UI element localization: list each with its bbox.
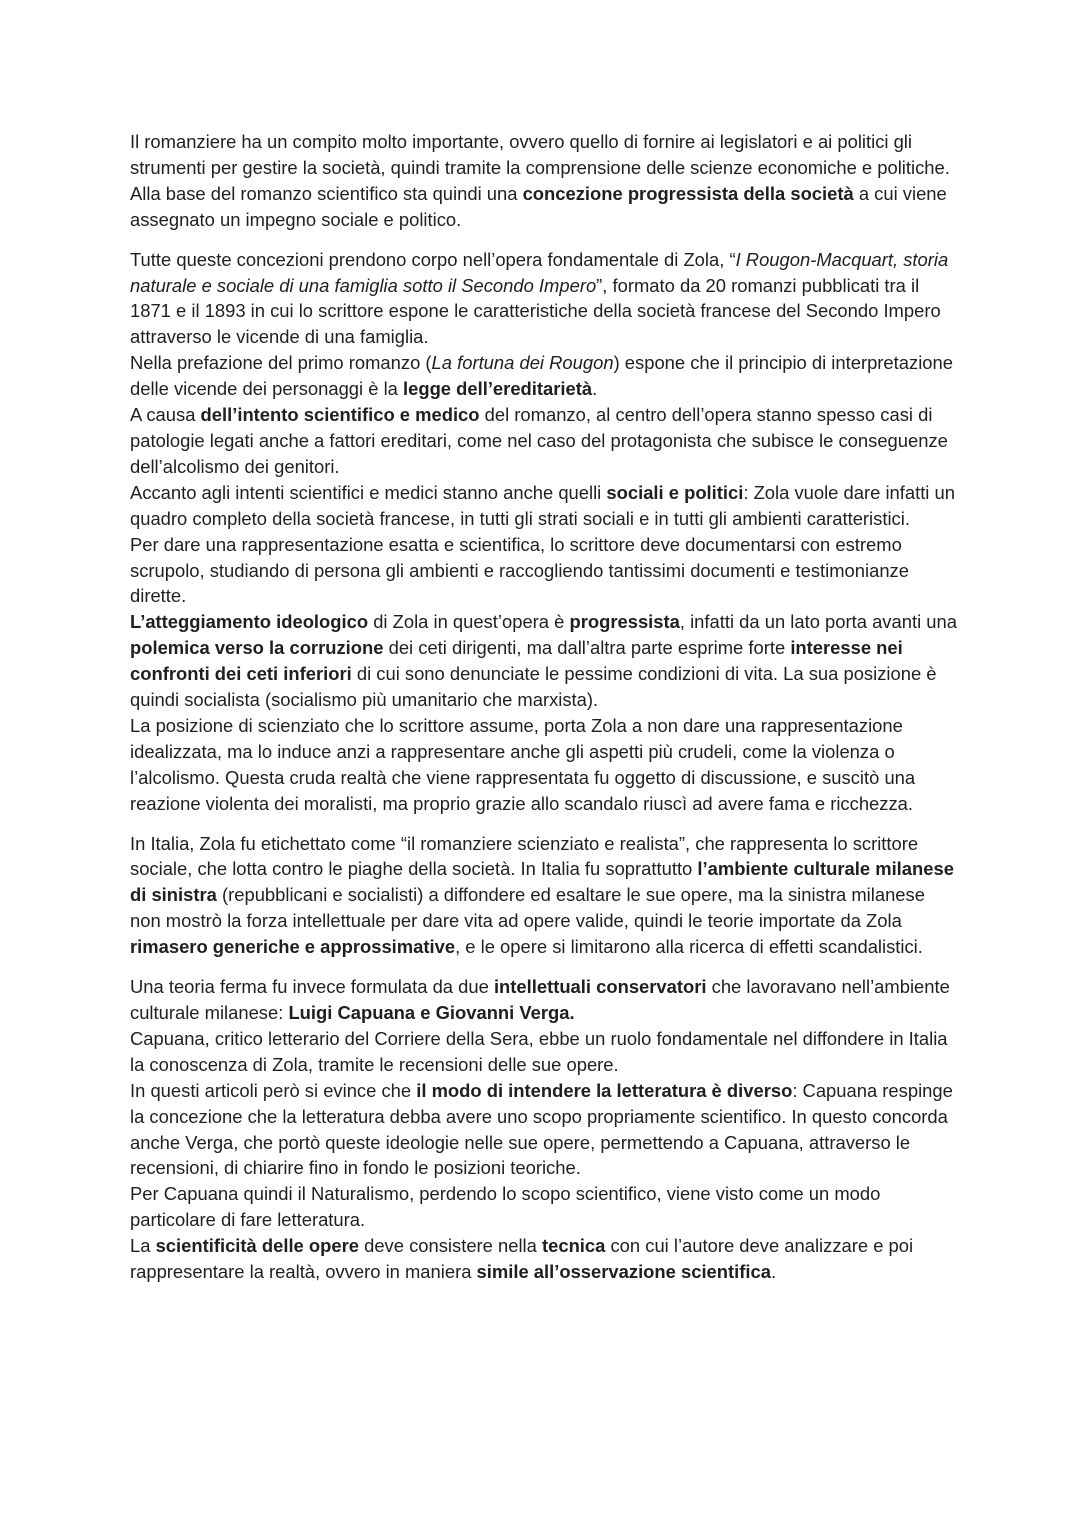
document-body xyxy=(130,129,960,1285)
text-run: : Capuana respinge la concezione che la letteratura debba avere uno scopo propriamente scientifico. In questo concorda anche Verga, che portò queste ideologie nelle sue opere, permettendo a Capuana, attraverso le recensioni, di chiarire fino in fondo le posizioni teoriche. xyxy=(130,1079,953,1179)
bold-text: l’ambiente culturale milanese di sinistra xyxy=(130,858,954,906)
paragraph xyxy=(130,974,960,1026)
text-run: La xyxy=(130,1235,156,1257)
paragraph xyxy=(130,350,960,402)
italic-text: La fortuna dei Rougon xyxy=(431,352,614,374)
text-run: dei ceti dirigenti, ma dall’altra parte esprime forte xyxy=(383,637,791,659)
text-run: Una teoria ferma fu invece formulata da due xyxy=(130,976,494,998)
text-run: : Zola vuole dare infatti un quadro completo della società francese, in tutti gli strati sociali e in tutti gli ambienti caratteristici. xyxy=(130,481,955,529)
bold-text: legge dell’ereditarietà xyxy=(403,378,593,400)
bold-text: concezione progressista della società xyxy=(522,182,854,204)
text-run: Per Capuana quindi il Naturalismo, perdendo lo scopo scientifico, viene visto come un modo particolare di fare letteratura. xyxy=(130,1183,881,1231)
text-run: . xyxy=(770,1261,777,1283)
bold-text: interesse nei confronti dei ceti inferiori xyxy=(130,637,903,685)
paragraph xyxy=(130,1078,960,1182)
paragraph xyxy=(130,480,960,532)
text-run: di cui sono denunciate le pessime condizioni di vita. La sua posizione è quindi socialista (socialismo più umanitario che marxista). xyxy=(130,663,937,711)
text-run: A causa xyxy=(130,404,201,426)
text-run: Capuana, critico letterario del Corriere della Sera, ebbe un ruolo fondamentale nel diffondere in Italia la conoscenza di Zola, tramite le recensioni delle sue opere. xyxy=(130,1027,948,1075)
paragraph xyxy=(130,247,960,351)
bold-text: Luigi Capuana e Giovanni Verga. xyxy=(288,1002,575,1023)
bold-text: scientificità delle opere xyxy=(155,1235,359,1257)
bold-text: simile all’osservazione scientifica xyxy=(476,1261,771,1283)
text-run: Per dare una rappresentazione esatta e scientifica, lo scrittore deve documentarsi con estremo scrupolo, studiando di persona gli ambienti e raccogliendo tantissimi documenti e testimonianze dirette. xyxy=(130,533,909,607)
bold-text: tecnica xyxy=(541,1235,606,1257)
text-run: La posizione di scienziato che lo scrittore assume, porta Zola a non dare una rappresentazione idealizzata, ma lo induce anzi a rappresentare anche gli aspetti più crudeli, come la violenza o l’alcolismo. Questa cruda realtà che viene rappresentata fu oggetto di discussione, e suscitò una reazione violenta dei moralisti, ma proprio grazie allo scandalo riuscì ad avere fama e ricchezza. xyxy=(130,714,916,814)
paragraph xyxy=(130,1181,960,1233)
bold-text: polemica verso la corruzione xyxy=(130,637,384,659)
text-run: a cui viene assegnato un impegno sociale e politico. xyxy=(130,182,947,230)
bold-text: dell’intento scientifico e medico xyxy=(200,404,480,426)
text-run: , infatti da un lato porta avanti una xyxy=(679,611,957,633)
text-run: Accanto agli intenti scientifici e medici stanno anche quelli xyxy=(130,481,607,503)
paragraph xyxy=(130,1233,960,1285)
text-run: con cui l’autore deve analizzare e poi rappresentare la realtà, ovvero in maniera xyxy=(130,1235,914,1283)
paragraph xyxy=(130,609,960,713)
text-run: Il romanziere ha un compito molto importante, ovvero quello di fornire ai legislatori e ai politici gli strumenti per gestire la società, quindi tramite la comprensione delle scienze economiche e politiche. Alla base del romanzo scientifico sta quindi una xyxy=(130,131,950,204)
text-run: ”, formato da 20 romanzi pubblicati tra il 1871 e il 1893 in cui lo scrittore espone le caratteristiche della società francese del Secondo Impero attraverso le vicende di una famiglia. xyxy=(130,274,941,348)
italic-text: I Rougon-Macquart, storia naturale e sociale di una famiglia sotto il Secondo Impero xyxy=(130,248,949,296)
bold-text: L’atteggiamento ideologico xyxy=(130,611,369,633)
text-run: di Zola in quest’opera è xyxy=(368,611,570,633)
paragraph xyxy=(130,402,960,480)
text-run: . xyxy=(592,378,598,400)
text-run: del romanzo, al centro dell’opera stanno spesso casi di patologie legati anche a fattori ereditari, come nel caso del protagonista che subisce le conseguenze dell’alcolismo dei genitori. xyxy=(130,404,948,477)
paragraph xyxy=(130,129,960,233)
text-run: deve consistere nella xyxy=(358,1235,542,1257)
text-run: ) espone che il principio di interpretazione delle vicende dei personaggi è la xyxy=(130,352,953,400)
paragraph xyxy=(130,831,960,961)
text-run: (repubblicani e socialisti) a diffondere ed esaltare le sue opere, ma la sinistra milanese non mostrò la forza intellettuale per dare vita ad opere valide, quindi le teorie importate da Zola xyxy=(130,884,925,932)
text-run: Tutte queste concezioni prendono corpo nell’opera fondamentale di Zola, “ xyxy=(130,248,736,270)
bold-text: sociali e politici xyxy=(606,481,744,503)
bold-text: progressista xyxy=(569,611,680,633)
text-run: Nella prefazione del primo romanzo ( xyxy=(130,352,432,374)
paragraph xyxy=(130,1026,960,1078)
text-run: , e le opere si limitarono alla ricerca di effetti scandalistici. xyxy=(455,936,923,958)
text-run: In questi articoli però si evince che xyxy=(130,1079,417,1101)
text-run: In Italia, Zola fu etichettato come “il romanziere scienziato e realista”, che rappresenta lo scrittore sociale, che lotta contro le piaghe della società. In Italia fu soprattutto xyxy=(130,832,919,880)
paragraph xyxy=(130,532,960,610)
bold-text: rimasero generiche e approssimative xyxy=(130,936,456,958)
bold-text: il modo di intendere la letteratura è diverso xyxy=(416,1079,793,1101)
text-run: che lavoravano nell’ambiente culturale milanese: xyxy=(130,976,950,1023)
paragraph xyxy=(130,713,960,817)
bold-text: intellettuali conservatori xyxy=(493,976,707,998)
